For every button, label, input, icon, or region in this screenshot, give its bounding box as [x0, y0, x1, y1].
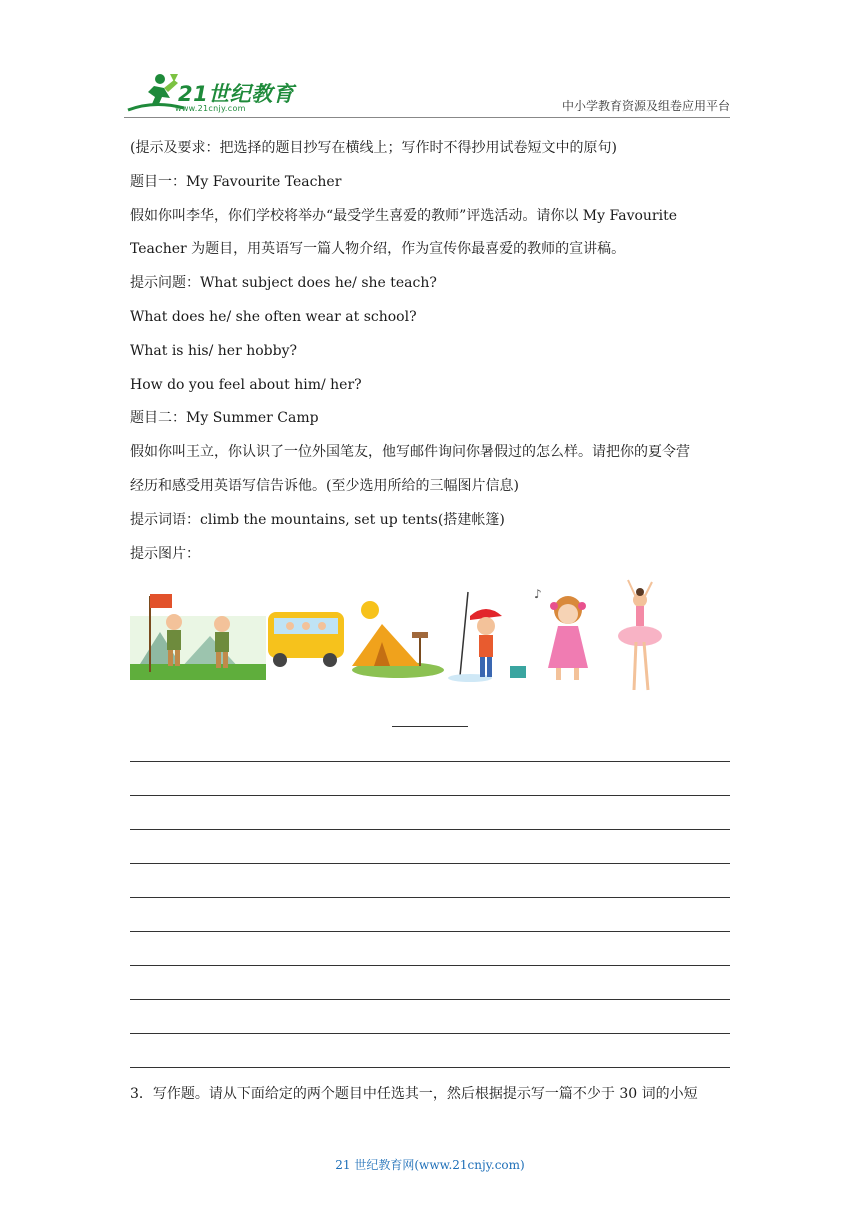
school-bus-picture: [268, 612, 344, 667]
writing-line[interactable]: [130, 829, 730, 830]
title-blank-line[interactable]: [392, 726, 468, 727]
topic1-title: 题目一：My Favourite Teacher: [130, 174, 342, 190]
topic2-desc-1: 假如你叫王立，你认识了一位外国笔友，他写邮件询问你暑假过的怎么样。请把你的夏令营: [130, 444, 690, 460]
logo-text: 21世纪教育: [178, 82, 295, 106]
fishing-picture: [448, 592, 526, 682]
writing-line[interactable]: [130, 863, 730, 864]
hint-question-2: What does he/ she often wear at school?: [130, 309, 417, 325]
tent-picture: [352, 601, 444, 678]
writing-line[interactable]: [130, 1033, 730, 1034]
hint-pictures-label: 提示图片：: [130, 546, 200, 562]
mountain-hiking-picture: [130, 594, 266, 680]
writing-line[interactable]: [130, 761, 730, 762]
hint-question-1: 提示问题：What subject does he/ she teach?: [130, 275, 437, 291]
question-3-text: 3．写作题。请从下面给定的两个题目中任选其一，然后根据提示写一篇不少于 30 词的小短: [130, 1086, 698, 1102]
writing-line[interactable]: [130, 999, 730, 1000]
ballet-dancer-picture: [618, 580, 662, 690]
topic1-desc-1: 假如你叫李华，你们学校将举办“最受学生喜爱的教师”评选活动。请你以 My Favourite: [130, 208, 678, 224]
writing-line[interactable]: [130, 795, 730, 796]
platform-name: 中小学教育资源及组卷应用平台: [561, 99, 730, 113]
topic2-desc-2: 经历和感受用英语写信告诉他。(至少选用所给的三幅图片信息): [130, 478, 519, 494]
writing-line[interactable]: [130, 1067, 730, 1068]
svg-text:♪: ♪: [534, 587, 542, 601]
writing-line[interactable]: [130, 931, 730, 932]
footer-text: 21 世纪教育网(www.21cnjy.com): [335, 1158, 525, 1172]
writing-line[interactable]: [130, 965, 730, 966]
hint-question-4: How do you feel about him/ her?: [130, 377, 362, 393]
header-divider: [124, 117, 730, 118]
topic2-title: 题目二：My Summer Camp: [130, 410, 319, 426]
hint-pictures: [130, 576, 670, 698]
logo-url: www.21cnjy.com: [175, 104, 246, 113]
tips-text: (提示及要求：把选择的题目抄写在横线上；写作时不得抄用试卷短文中的原句): [130, 140, 617, 156]
topic1-desc-2: Teacher 为题目，用英语写一篇人物介绍，作为宣传你最喜爱的教师的宣讲稿。: [130, 241, 626, 257]
hint-question-3: What is his/ her hobby?: [130, 343, 298, 359]
page-header: [0, 0, 860, 120]
singing-picture: [534, 587, 588, 680]
writing-line[interactable]: [130, 897, 730, 898]
hint-words: 提示词语：climb the mountains, set up tents(搭建帐篷): [130, 512, 505, 528]
